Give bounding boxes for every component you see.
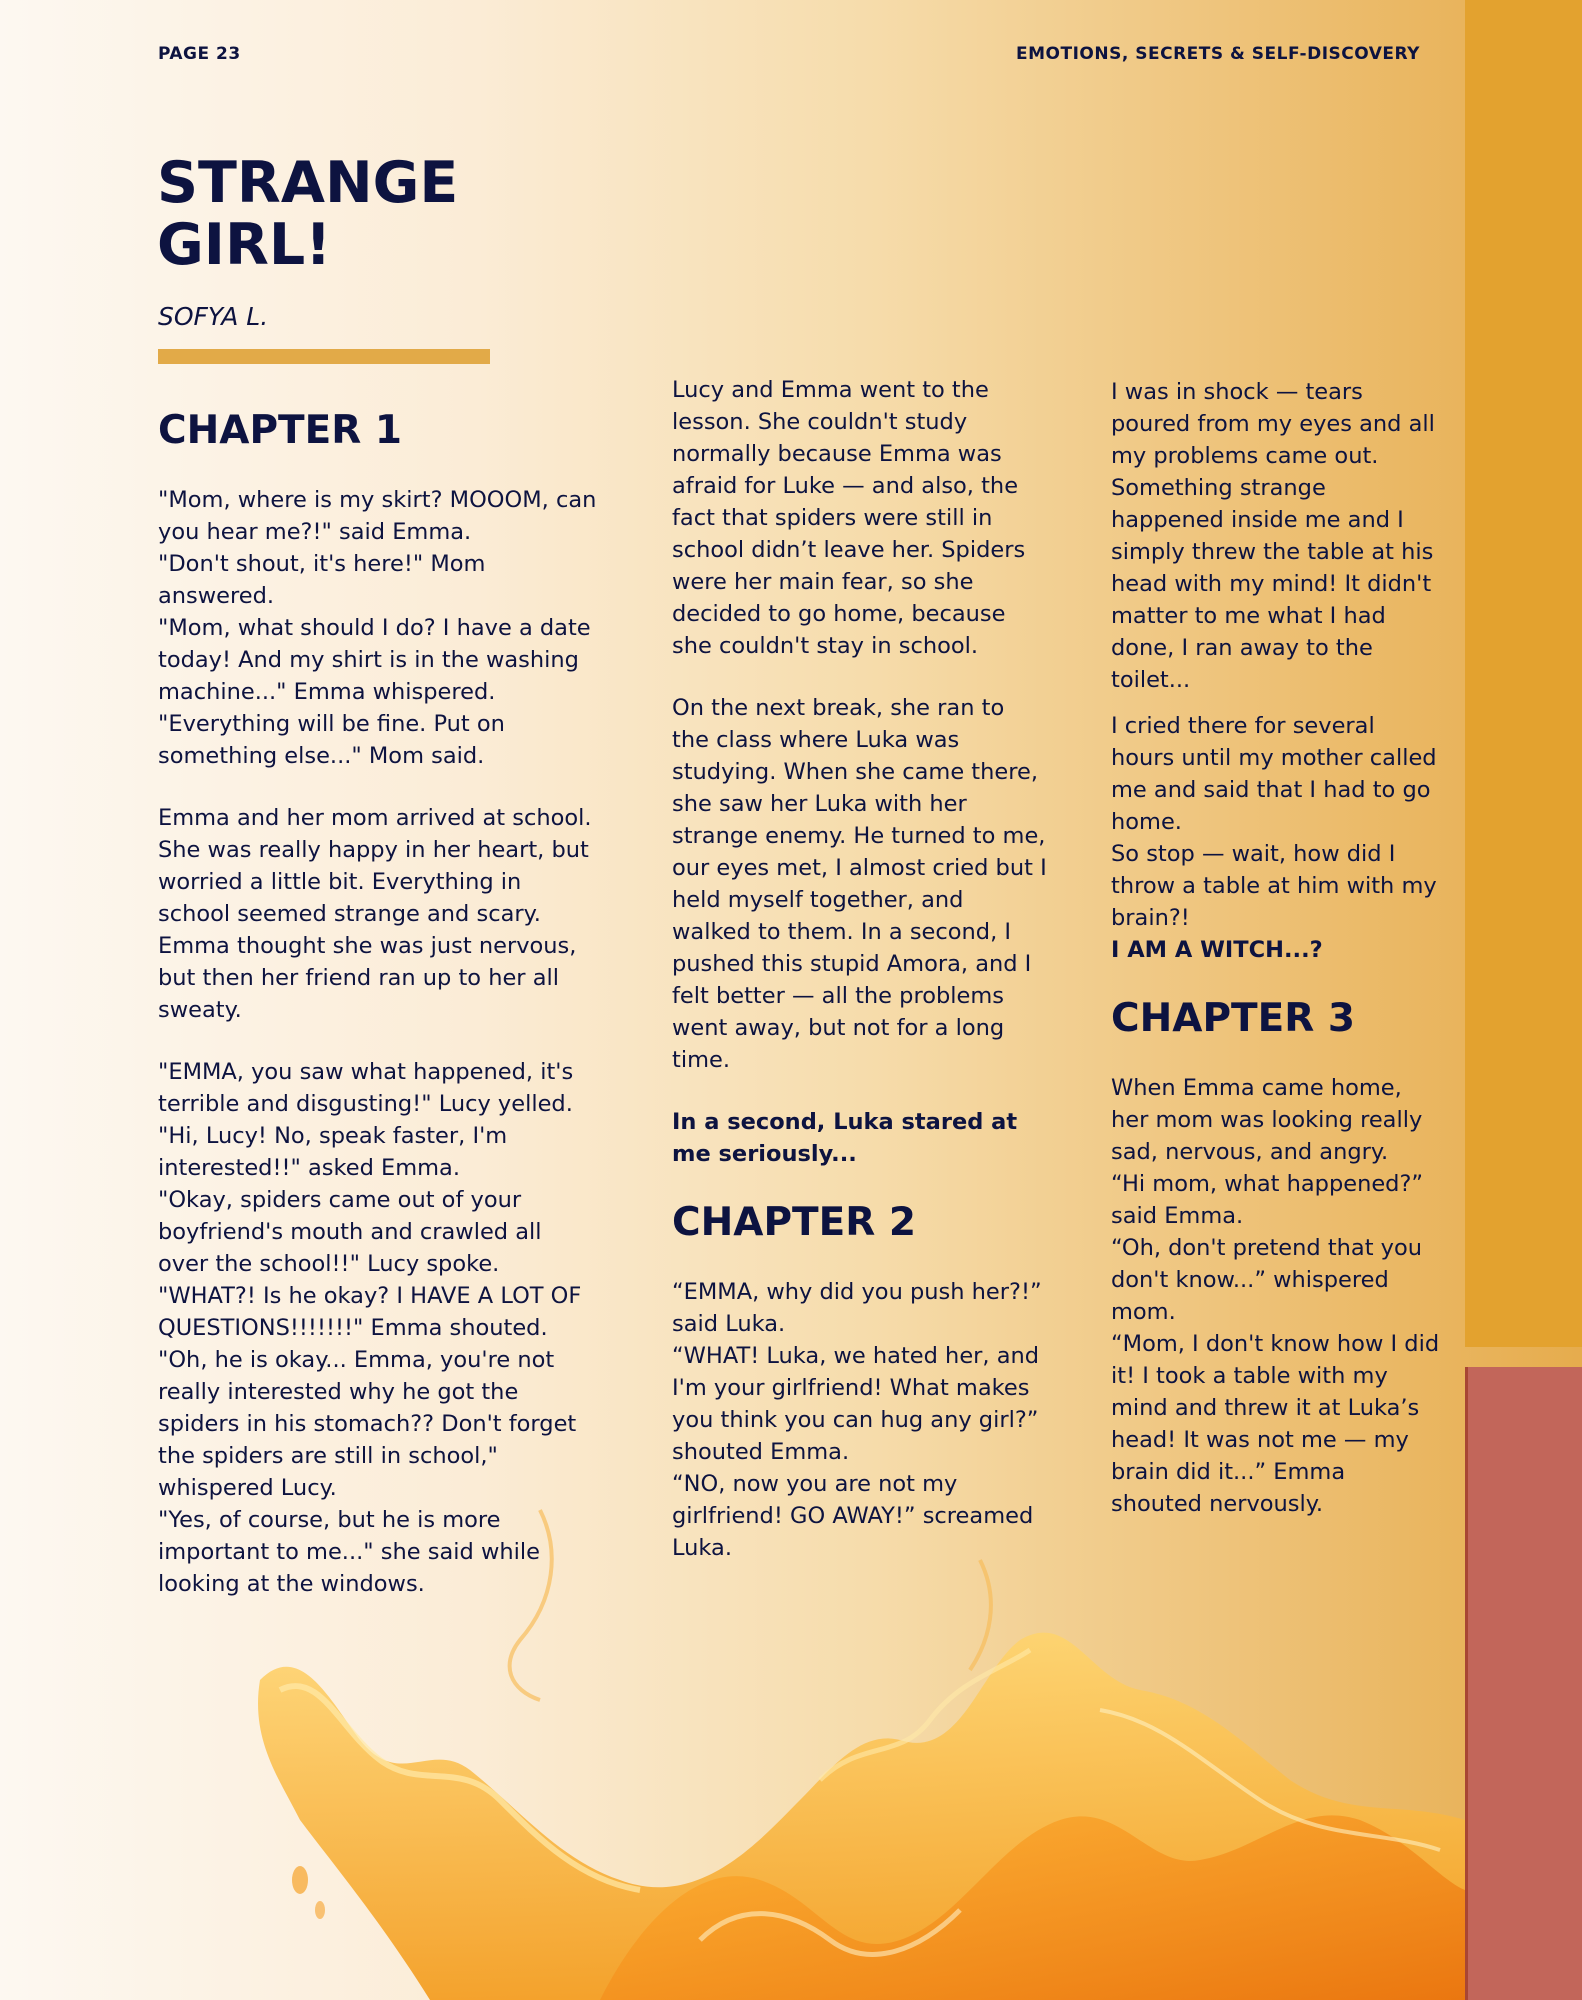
- paragraph: "Mom, where is my skirt? MOOOM, can you hear me?!" said Emma. "Don't shout, it's here!" Mom answered. "Mom, what should I do? I have a date today! And my shirt is in the washing machine..." Emma whispered. "Everything will be fine. Put on something else..." Mom said.: [158, 487, 597, 769]
- paragraph: I was in shock — tears poured from my eyes and all my problems came out. Something strange happened inside me and I simply threw the table at his head with my mind! It didn't matter to me what I had done, I ran away to the toilet...: [1111, 379, 1435, 693]
- side-bar-red: [1465, 1367, 1582, 2000]
- paragraph: “EMMA, why did you push her?!” said Luka. “WHAT! Luka, we hated her, and I'm your girlfriend! What makes you think you can hug any girl?” shouted Emma. “NO, now you are not my girlfriend! GO AWAY!” screamed Luka.: [672, 1279, 1042, 1561]
- article-title: STRANGE GIRL!: [157, 150, 459, 278]
- chapter-2-heading: CHAPTER 2: [672, 1200, 917, 1245]
- article-author: SOFYA L.: [158, 302, 269, 331]
- bold-paragraph: I AM A WITCH...?: [1111, 937, 1323, 963]
- column-1: [158, 408, 598, 1630]
- chapter-1-heading: CHAPTER 1: [158, 408, 403, 453]
- column-3: [1111, 376, 1441, 1550]
- title-divider: [158, 349, 490, 364]
- chapter-3-heading: CHAPTER 3: [1111, 996, 1356, 1041]
- paragraph: On the next break, she ran to the class where Luka was studying. When she came there, she saw her Luka with her strange enemy. He turned to me, our eyes met, I almost cried but I held myself together, and walked to them. In a second, I pushed this stupid Amora, and I felt better — all the problems went away, but not for a long time.: [672, 695, 1047, 1073]
- paragraph: I cried there for several hours until my mother called me and said that I had to go home. So stop — wait, how did I throw a table at him with my brain?!: [1111, 713, 1437, 931]
- paragraph: "EMMA, you saw what happened, it's terrible and disgusting!" Lucy yelled. "Hi, Lucy! No, speak faster, I'm interested!!" asked Emma. "Okay, spiders came out of your boyfriend's mouth and crawled all over the school!!" Lucy spoke. "WHAT?! Is he okay? I HAVE A LOT OF QUESTIONS!!!!!!!" Emma shouted. "Oh, he is okay... Emma, you're not really interested why he got the spiders in his stomach?? Don't forget the spiders are still in school," whispered Lucy. "Yes, of course, but he is more important to me..." she said while looking at the windows.: [158, 1059, 582, 1597]
- paragraph: When Emma came home, her mom was looking really sad, nervous, and angry. “Hi mom, what happened?” said Emma. “Oh, don't pretend that you don't know...” whispered mom. “Mom, I don't know how I did it! I took a table with my mind and threw it at Luka’s head! It was not me — my brain did it...” Emma shouted nervously.: [1111, 1075, 1440, 1517]
- column-2: [672, 374, 1048, 1594]
- side-bar-gold: [1465, 0, 1582, 1347]
- paragraph: Emma and her mom arrived at school. She was really happy in her heart, but worried a little bit. Everything in school seemed strange and scary. Emma thought she was just nervous, but then her friend ran up to her all sweaty.: [158, 805, 592, 1023]
- paragraph: Lucy and Emma went to the lesson. She couldn't study normally because Emma was afraid for Luke — and also, the fact that spiders were still in school didn’t leave her. Spiders were her main fear, so she decided to go home, because she couldn't stay in school.: [672, 377, 1026, 659]
- section-title: EMOTIONS, SECRETS & SELF-DISCOVERY: [1016, 44, 1420, 64]
- page-number: PAGE 23: [158, 44, 241, 64]
- bold-paragraph: In a second, Luka stared at me seriously...: [672, 1109, 1018, 1167]
